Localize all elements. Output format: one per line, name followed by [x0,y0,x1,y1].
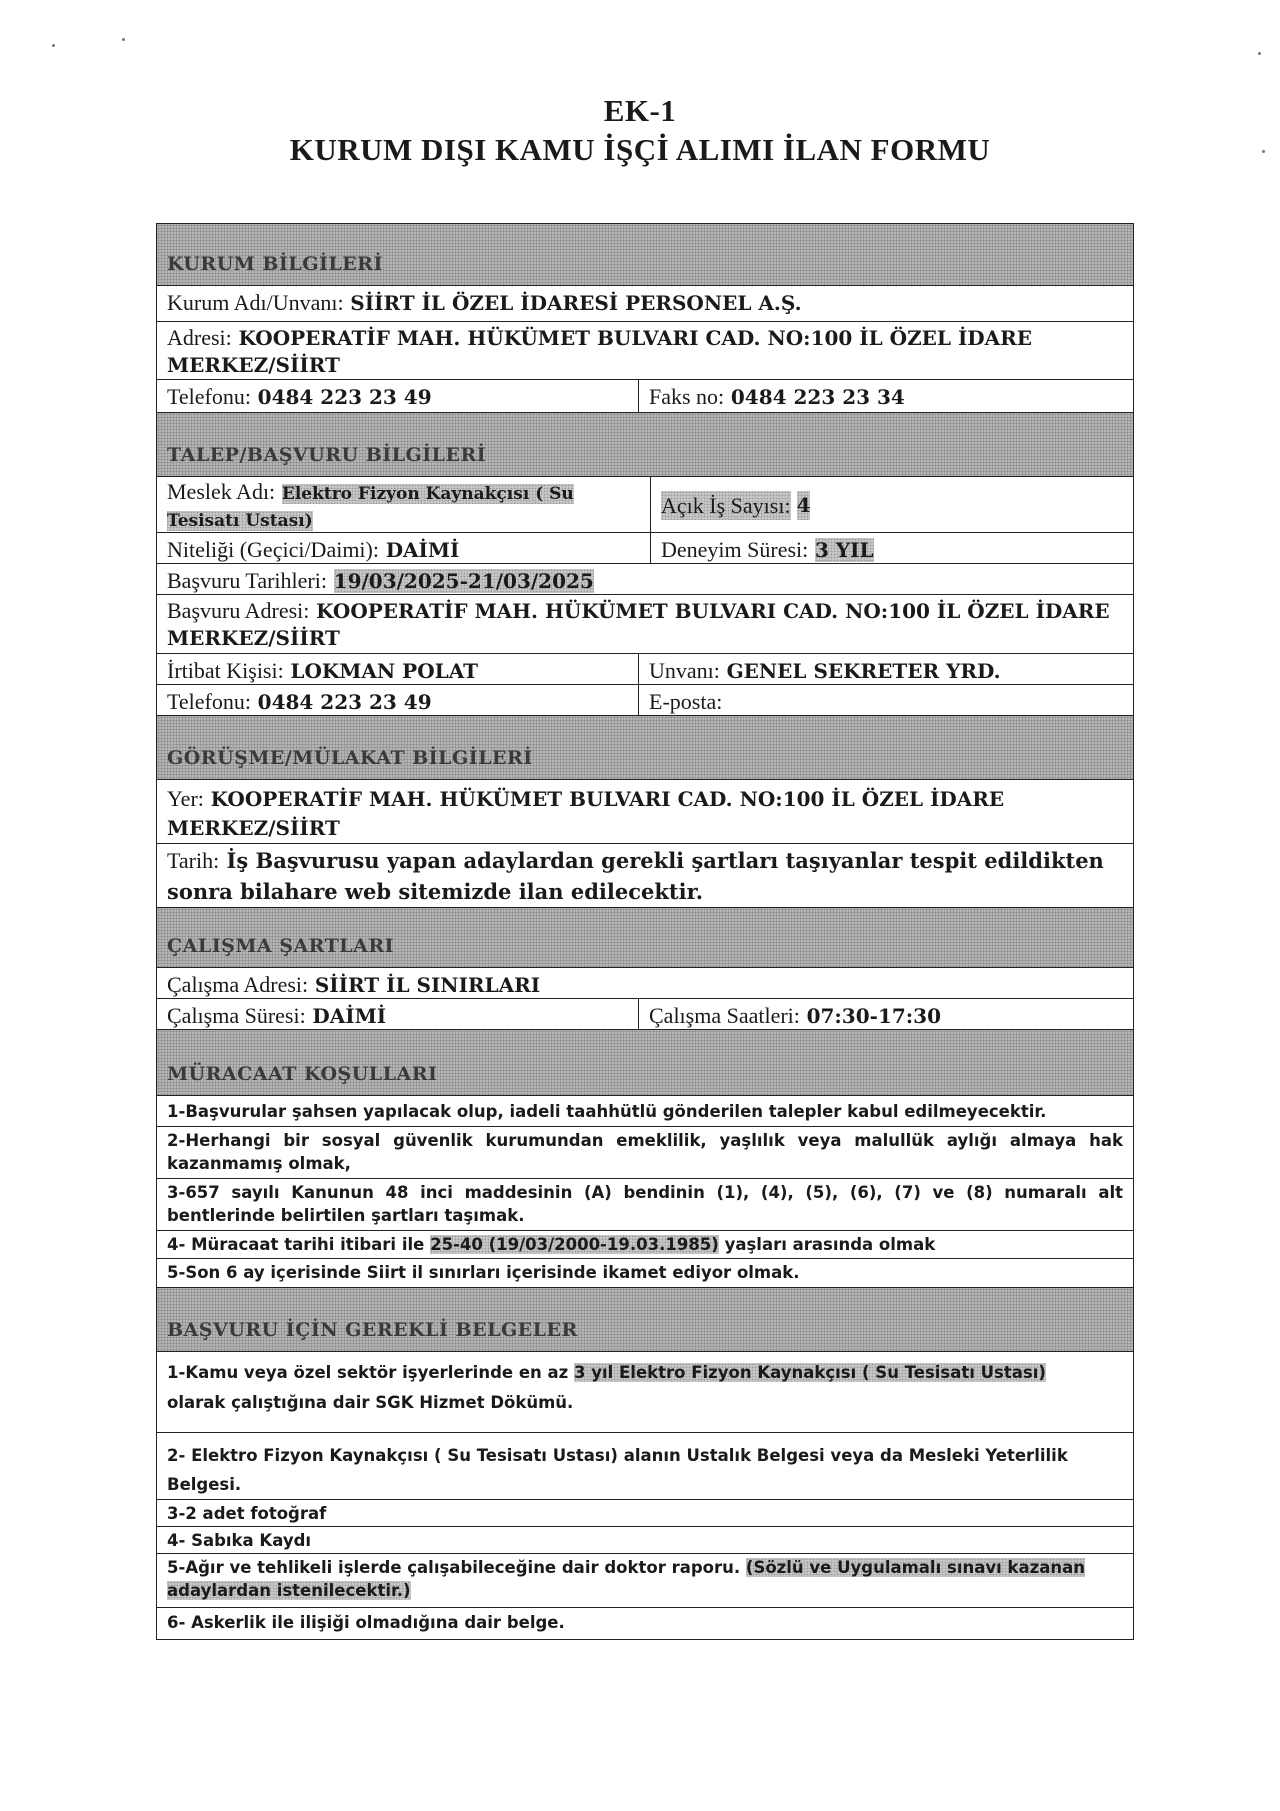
kurum-faks-value: 0484 223 23 34 [730,385,905,409]
row-kurum-adres [157,322,1133,380]
nitelik-label: Niteliği (Geçici/Daimi): [167,537,379,562]
belge-4-text: 4- Sabıka Kaydı [167,1531,312,1550]
belge-5-highlight: (Sözlü ve Uygulamalı sınavı kazanan adaylardan istenilecektir.) [167,1558,1085,1600]
page-title-ek: EK-1 [603,93,677,128]
row-belge-1 [157,1352,1133,1433]
section-header-calisma: ÇALIŞMA ŞARTLARI [157,908,1133,968]
kurum-adres-value: KOOPERATİF MAH. HÜKÜMET BULVARI CAD. NO:100 İL ÖZEL İDARE MERKEZ/SİİRT [167,326,1033,377]
kosul-1-text: 1-Başvurular şahsen yapılacak olup, iadeli taahhütlü gönderilen talepler kabul edilmeyecektir. [167,1102,1047,1121]
row-belge-3 [157,1500,1133,1527]
row-calisma-sure [157,999,1133,1030]
row-kosul-3 [157,1179,1133,1231]
nitelik-value: DAİMİ [385,538,460,562]
row-kosul-1 [157,1096,1133,1127]
acik-is-value: 4 [797,491,811,520]
belge-1-text-a: 1-Kamu veya özel sektör işyerlerinde en az [167,1363,574,1382]
row-nitelik [157,533,1133,564]
row-irtibat [157,654,1133,685]
kurum-adi-label: Kurum Adı/Unvanı: [167,290,344,315]
eposta-label: E-posta: [649,689,723,714]
kosul-3-text: 3-657 sayılı Kanunun 48 inci maddesinin (A) bendinin (1), (4), (5), (6), (7) ve (8) numaralı alt bentlerinde belirtilen şartları taşımak. [167,1183,1123,1225]
row-kosul-4 [157,1231,1133,1259]
calisma-suresi-value: DAİMİ [312,1004,387,1028]
meslek-value: Elektro Fizyon Kaynakçısı ( Su Tesisatı Ustası) [167,484,574,531]
kurum-telefon-label: Telefonu: [167,384,251,409]
scan-speck [1258,52,1261,55]
basvuru-tarihleri-value: 19/03/2025-21/03/2025 [333,569,594,593]
row-basvuru-tarihleri [157,564,1133,595]
row-meslek [157,477,1133,533]
irtibat-label: İrtibat Kişisi: [167,658,284,683]
irtibat-value: LOKMAN POLAT [290,659,479,683]
page-title-form: KURUM DIŞI KAMU İŞÇİ ALIMI İLAN FORMU [289,132,991,167]
gorusme-tarih-value: İş Başvurusu yapan adaylardan gerekli şartları taşıyanlar tespit edildikten sonra bilahare web sitemizde ilan edilecektir. [167,848,1104,904]
calisma-suresi-label: Çalışma Süresi: [167,1003,306,1028]
section-header-kurum: KURUM BİLGİLERİ [157,224,1133,286]
gorusme-yer-label: Yer: [167,786,204,811]
meslek-label: Meslek Adı: [167,479,276,504]
row-kosul-2 [157,1127,1133,1179]
belge-1-highlight: 3 yıl Elektro Fizyon Kaynakçısı ( Su Tesisatı Ustası) [574,1363,1046,1382]
kosul-4-text-c: yaşları arasında olmak [718,1235,936,1254]
kosul-4-age-range: 25-40 (19/03/2000-19.03.1985) [430,1235,719,1254]
row-kurum-telefon [157,380,1133,413]
talep-telefon-value: 0484 223 23 49 [257,690,432,714]
row-belge-4 [157,1527,1133,1554]
row-kurum-adi [157,286,1133,322]
scan-speck [122,38,125,41]
row-basvuru-adresi [157,595,1133,654]
kosul-2-text: 2-Herhangi bir sosyal güvenlik kurumundan emeklilik, yaşlılık veya malullük aylığı almaya hak kazanmamış olmak, [167,1131,1123,1173]
row-kosul-5 [157,1259,1133,1288]
row-gorusme-tarih [157,844,1133,908]
belge-6-text: 6- Askerlik ile ilişiği olmadığına dair belge. [167,1613,565,1632]
unvan-label: Unvanı: [649,658,720,683]
talep-telefon-label: Telefonu: [167,689,251,714]
row-belge-5 [157,1554,1133,1608]
section-header-gorusme: GÖRÜŞME/MÜLAKAT BİLGİLERİ [157,716,1133,780]
belge-1-text-c: olarak çalıştığına dair SGK Hizmet Dökümü. [167,1393,574,1412]
section-header-muracaat: MÜRACAAT KOŞULLARI [157,1030,1133,1096]
section-header-talep: TALEP/BAŞVURU BİLGİLERİ [157,413,1133,477]
row-calisma-adresi [157,968,1133,999]
kurum-adres-label: Adresi: [167,325,232,350]
kurum-adi-value: SİİRT İL ÖZEL İDARESİ PERSONEL A.Ş. [350,291,802,315]
deneyim-value: 3 YIL [814,538,874,562]
row-belge-2 [157,1433,1133,1500]
belge-2-text: 2- Elektro Fizyon Kaynakçısı ( Su Tesisatı Ustası) alanın Ustalık Belgesi veya da Mesleki Yeterlilik Belgesi. [167,1446,1068,1494]
deneyim-label: Deneyim Süresi: [661,537,809,562]
kurum-faks-label: Faks no: [649,384,725,409]
kurum-telefon-value: 0484 223 23 49 [257,385,432,409]
kosul-4-text-a: 4- Müracaat tarihi itibari ile [167,1235,431,1254]
section-header-belgeler: BAŞVURU İÇİN GEREKLİ BELGELER [157,1288,1133,1352]
calisma-adresi-value: SİİRT İL SINIRLARI [314,973,541,997]
calisma-saatleri-value: 07:30-17:30 [806,1004,941,1028]
gorusme-tarih-label: Tarih: [167,848,220,873]
basvuru-adresi-label: Başvuru Adresi: [167,598,310,623]
calisma-adresi-label: Çalışma Adresi: [167,972,309,997]
basvuru-adresi-value: KOOPERATİF MAH. HÜKÜMET BULVARI CAD. NO:100 İL ÖZEL İDARE MERKEZ/SİİRT [167,599,1110,650]
row-gorusme-yer [157,780,1133,844]
announcement-form [156,223,1134,1640]
row-talep-telefon [157,685,1133,716]
kosul-5-text: 5-Son 6 ay içerisinde Siirt il sınırları içerisinde ikamet ediyor olmak. [167,1263,800,1282]
belge-3-text: 3-2 adet fotoğraf [167,1504,327,1523]
gorusme-yer-value: KOOPERATİF MAH. HÜKÜMET BULVARI CAD. NO:100 İL ÖZEL İDARE MERKEZ/SİİRT [167,787,1005,840]
calisma-saatleri-label: Çalışma Saatleri: [649,1003,800,1028]
unvan-value: GENEL SEKRETER YRD. [726,659,1001,683]
belge-5-text-a: 5-Ağır ve tehlikeli işlerde çalışabileceğine dair doktor raporu. [167,1558,746,1577]
row-belge-6 [157,1608,1133,1639]
acik-is-label: Açık İş Sayısı: [661,492,791,518]
basvuru-tarihleri-label: Başvuru Tarihleri: [167,568,327,593]
scan-speck [52,44,55,47]
